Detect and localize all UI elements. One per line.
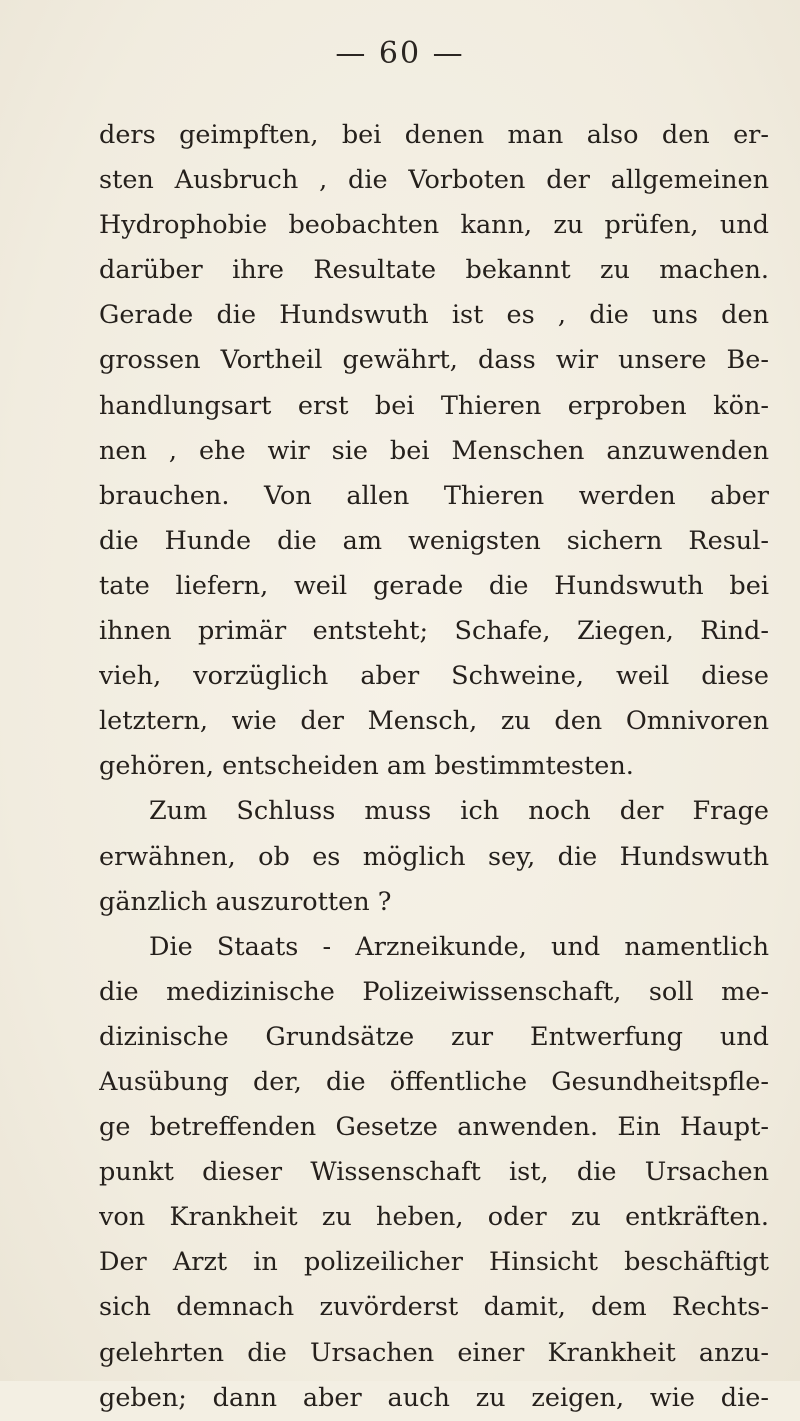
page-number: — 60 — bbox=[335, 36, 465, 71]
text-line: sten Ausbruch , die Vorboten der allgemeinen bbox=[99, 165, 769, 196]
text-line: die medizinische Polizeiwissenschaft, soll me- bbox=[99, 976, 769, 1007]
text-line: geben; dann aber auch zu zeigen, wie die- bbox=[99, 1382, 769, 1413]
text-line: ge betreffenden Gesetze anwenden. Ein Haupt- bbox=[99, 1112, 769, 1143]
text-line: gelehrten die Ursachen einer Krankheit anzu- bbox=[99, 1337, 769, 1368]
text-line: gehören, entscheiden am bestimmtesten. bbox=[99, 751, 634, 782]
text-line: Die Staats - Arzneikunde, und namentlich bbox=[149, 931, 769, 962]
text-line: punkt dieser Wissenschaft ist, die Ursachen bbox=[99, 1157, 769, 1188]
text-line: letztern, wie der Mensch, zu den Omnivoren bbox=[99, 706, 769, 737]
text-line: nen , ehe wir sie bei Menschen anzuwenden bbox=[99, 435, 769, 466]
text-line: Der Arzt in polizeilicher Hinsicht beschäftigt bbox=[99, 1247, 769, 1278]
text-line: dizinische Grundsätze zur Entwerfung und bbox=[99, 1021, 769, 1052]
text-line: von Krankheit zu heben, oder zu entkräften. bbox=[99, 1202, 769, 1233]
text-line: tate liefern, weil gerade die Hundswuth bei bbox=[99, 570, 769, 601]
text-line: ihnen primär entsteht; Schafe, Ziegen, Rind- bbox=[99, 616, 769, 647]
text-line: Hydrophobie beobachten kann, zu prüfen, und bbox=[99, 210, 769, 241]
text-line: brauchen. Von allen Thieren werden aber bbox=[99, 480, 769, 511]
body-text bbox=[99, 113, 769, 1421]
text-line: gänzlich auszurotten ? bbox=[99, 886, 392, 917]
text-line: handlungsart erst bei Thieren erproben kön- bbox=[99, 390, 769, 421]
text-line: darüber ihre Resultate bekannt zu machen. bbox=[99, 255, 769, 286]
text-line: sich demnach zuvörderst damit, dem Rechts- bbox=[99, 1292, 769, 1323]
text-line: die Hunde die am wenigsten sichern Resul- bbox=[99, 525, 769, 556]
text-line: erwähnen, ob es möglich sey, die Hundswuth bbox=[99, 841, 769, 872]
text-line: Ausübung der, die öffentliche Gesundheitspfle- bbox=[99, 1066, 769, 1097]
text-line: ders geimpften, bei denen man also den er- bbox=[99, 120, 769, 150]
text-line: Gerade die Hundswuth ist es , die uns den bbox=[99, 300, 769, 331]
text-line: grossen Vortheil gewährt, dass wir unsere Be- bbox=[99, 345, 769, 376]
text-line: Zum Schluss muss ich noch der Frage bbox=[149, 796, 769, 827]
text-line: vieh, vorzüglich aber Schweine, weil diese bbox=[99, 661, 769, 692]
